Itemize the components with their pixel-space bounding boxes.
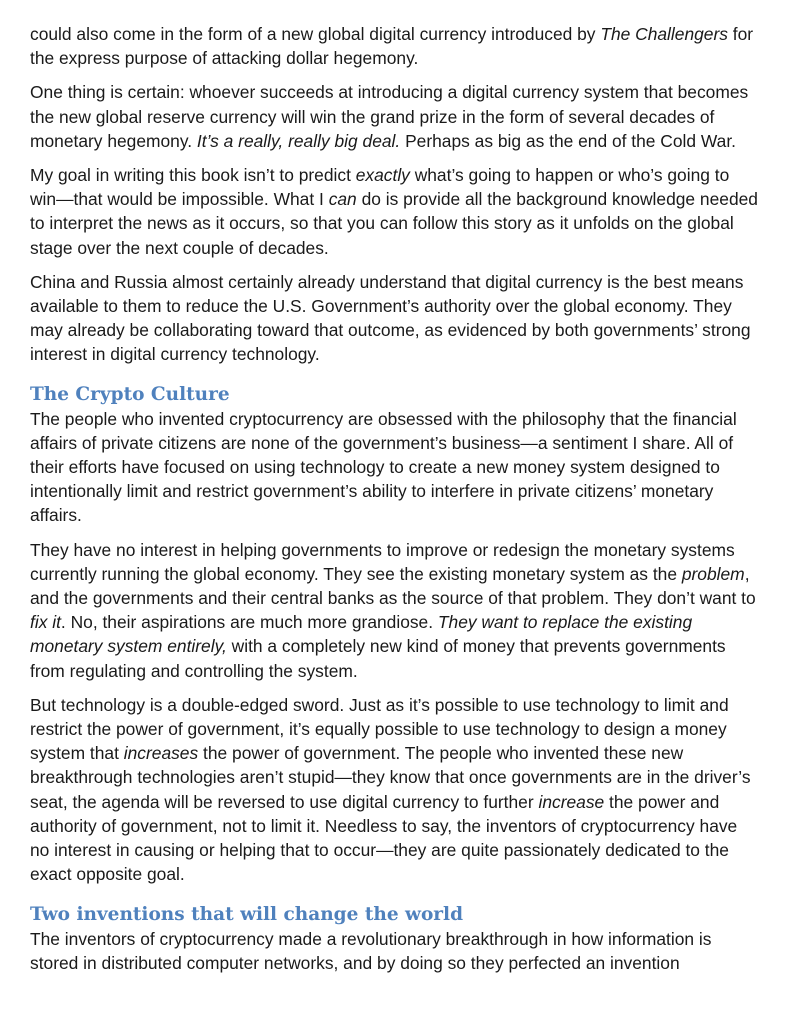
paragraph-7: [30, 693, 758, 887]
text-italic: problem: [681, 563, 745, 584]
paragraph-4: China and Russia almost certainly already understand that digital currency is the best means available to them to reduce the U.S. Government’s authority over the global economy. They may already be collaborating toward that outcome, as evidenced by both governments’ strong interest in digital currency technology.: [30, 271, 751, 365]
paragraph-5: The people who invented cryptocurrency are obsessed with the philosophy that the financial affairs of private citizens are none of the government’s business—a sentiment I share. All of their efforts have focused on using technology to create a new money system designed to intentionally limit and restrict government’s ability to interfere in private citizens’ monetary affairs.: [30, 408, 737, 526]
text-italic: can: [328, 189, 357, 210]
text-italic: The Challengers: [600, 24, 728, 44]
text: My goal in writing this book isn’t to predict: [30, 165, 356, 186]
text: One thing is certain: whoever succeeds at introducing a digital currency system that becomes the new global reserve currency will win the grand prize in the form of several decades of monetary hegemony.: [30, 82, 749, 151]
text: But technology is a double-edged sword. Just as it’s possible to use technology to limit and restrict the power of government, it’s equally possible to use technology to design a money system that: [30, 694, 729, 764]
text: the power and authority of government, not to limit it. Needless to say, the inventors of cryptocurrency have no interest in causing or helping that to occur—they are quite passionately dedicated to the exact opposite goal.: [30, 791, 738, 885]
text: Perhaps as big as the end of the Cold War.: [400, 130, 737, 151]
section-heading-two-inventions: Two inventions that will change the world: [30, 903, 464, 925]
text-italic: increases: [123, 743, 199, 764]
text-italic: increase: [538, 791, 605, 812]
paragraph-1: [30, 22, 758, 70]
paragraph-6: [30, 538, 758, 683]
text: do is provide all the background knowledge needed to interpret the news as it occurs, so that you can follow this story as it unfolds on the global stage over the next couple of decades.: [30, 189, 758, 258]
text: , and the governments and their central banks as the source of that problem. They don’t want to: [30, 563, 756, 609]
text-italic: They want to replace the existing monetary system entirely,: [30, 612, 693, 657]
text-italic: It’s a really, really big deal.: [196, 130, 401, 151]
text: They have no interest in helping governments to improve or redesign the monetary systems currently running the global economy. They see the existing monetary system as the: [30, 539, 735, 584]
text: . No, their aspirations are much more grandiose.: [60, 612, 438, 633]
paragraph-3: [30, 163, 758, 260]
paragraph-2: [30, 80, 758, 153]
text-italic: exactly: [355, 165, 410, 186]
text: what’s going to happen or who’s going to win—that would be impossible. What I: [30, 165, 730, 210]
text: for the express purpose of attacking dollar hegemony.: [30, 24, 754, 69]
text: with a completely new kind of money that prevents governments from regulating and controlling the system.: [30, 636, 726, 681]
document-page: [30, 22, 758, 975]
section-heading-crypto-culture: The Crypto Culture: [30, 383, 230, 405]
text: the power of government. The people who invented these new breakthrough technologies aren’t stupid—they know that once governments are in the driver’s seat, the agenda will be reversed to use digital currency to further: [30, 743, 751, 812]
text: could also come in the form of a new global digital currency introduced by: [30, 24, 601, 44]
text-italic: fix it: [30, 612, 61, 633]
paragraph-8: The inventors of cryptocurrency made a revolutionary breakthrough in how information is stored in distributed computer networks, and by doing so they perfected an invention: [30, 928, 712, 973]
